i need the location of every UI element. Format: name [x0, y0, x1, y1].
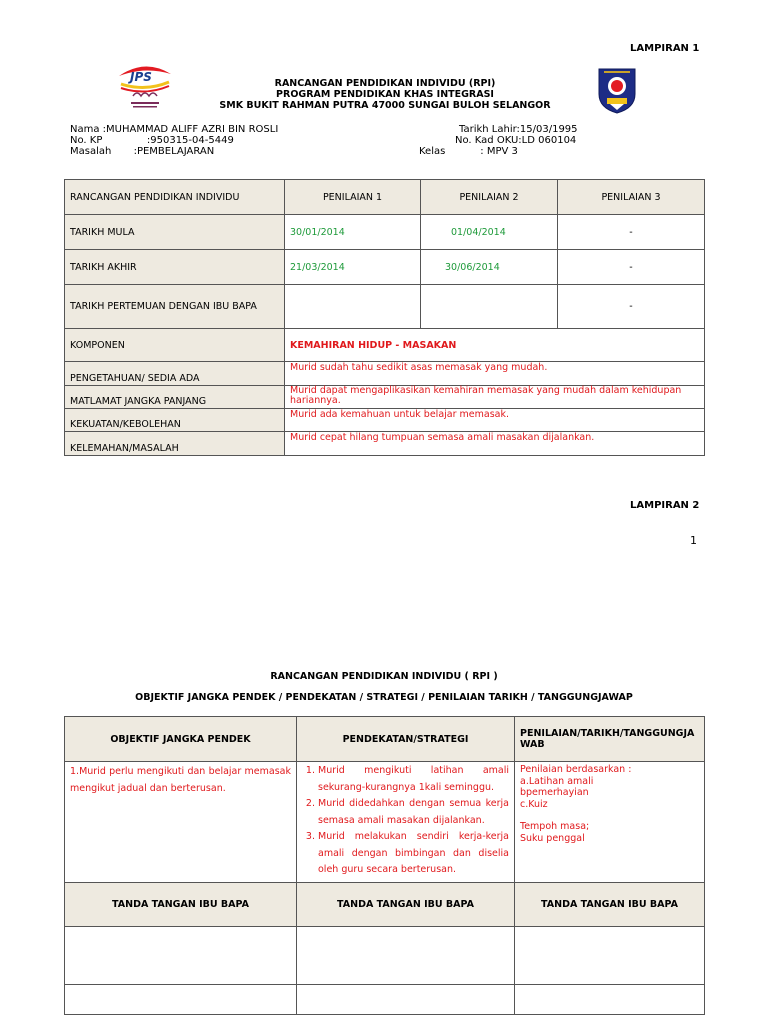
tarikh-mula-p2: 01/04/2014	[421, 215, 558, 250]
header-objektif: OBJEKTIF JANGKA PENDEK	[65, 717, 297, 762]
header-penilaian: PENILAIAN/TARIKH/TANGGUNGJAWAB	[515, 717, 705, 762]
label-komponen: KOMPONEN	[65, 329, 285, 362]
signature-label-2: TANDA TANGAN IBU BAPA	[297, 883, 515, 927]
label-tarikh-mula: TARIKH MULA	[65, 215, 285, 250]
student-kad-oku: No. Kad OKU:LD 060104	[455, 135, 577, 146]
tarikh-akhir-p3: -	[558, 250, 705, 285]
objektif-table-header-row	[65, 717, 705, 762]
label-kekuatan: KEKUATAN/KEBOLEHAN	[65, 409, 285, 432]
tarikh-akhir-p1: 21/03/2014	[285, 250, 421, 285]
penilaian-line: bpemerhayian	[520, 787, 589, 798]
extra-cell-3	[515, 985, 705, 1015]
objektif-text: 1.Murid perlu mengikuti dan belajar memasak mengikut jadual dan berterusan.	[65, 762, 297, 883]
lampiran-1-label: LAMPIRAN 1	[630, 43, 700, 54]
header-penilaian-2: PENILAIAN 2	[421, 180, 558, 215]
penilaian-line: a.Latihan amali	[520, 775, 594, 787]
strategi-list	[302, 763, 509, 879]
section2-title: RANCANGAN PENDIDIKAN INDIVIDU ( RPI )	[270, 671, 498, 682]
row-tarikh-akhir	[65, 250, 705, 285]
rpi-table	[64, 179, 705, 456]
label-pengetahuan: PENGETAHUAN/ SEDIA ADA	[65, 362, 285, 386]
student-kelas: Kelas : MPV 3	[419, 146, 518, 157]
row-pengetahuan	[65, 362, 705, 386]
pertemuan-p2	[421, 285, 558, 329]
signature-box-2[interactable]	[297, 927, 515, 985]
signature-box-1[interactable]	[65, 927, 297, 985]
strategi-cell	[297, 762, 515, 883]
objektif-table	[64, 716, 705, 1015]
penilaian-line: Suku penggal	[520, 832, 585, 844]
rpi-table-header-row	[65, 180, 705, 215]
label-kelemahan: KELEMAHAN/MASALAH	[65, 432, 285, 456]
matlamat-value: Murid dapat mengaplikasikan kemahiran memasak yang mudah dalam kehidupan hariannya.	[285, 386, 705, 409]
row-kekuatan	[65, 409, 705, 432]
row-pertemuan	[65, 285, 705, 329]
pertemuan-p1	[285, 285, 421, 329]
signature-row	[65, 927, 705, 985]
student-nama: Nama :MUHAMMAD ALIFF AZRI BIN ROSLI	[70, 124, 279, 135]
penilaian-cell	[515, 762, 705, 883]
student-tarikh-lahir: Tarikh Lahir:15/03/1995	[459, 124, 578, 135]
school-crest	[596, 66, 638, 114]
header-title-3: SMK BUKIT RAHMAN PUTRA 47000 SUNGAI BULOH SELANGOR	[219, 100, 551, 111]
page-number: 1	[690, 534, 697, 547]
header-penilaian-3: PENILAIAN 3	[558, 180, 705, 215]
strategi-item: 1. Murid mengikuti latihan amali sekurang-kurangnya 1kali seminggu.	[318, 763, 509, 796]
student-kp: No. KP :950315-04-5449	[70, 135, 234, 146]
label-pertemuan: TARIKH PERTEMUAN DENGAN IBU BAPA	[65, 285, 285, 329]
pertemuan-p3: -	[558, 285, 705, 329]
header-title-1: RANCANGAN PENDIDIKAN INDIVIDU (RPI)	[274, 78, 496, 89]
signature-label-row	[65, 883, 705, 927]
student-masalah: Masalah :PEMBELAJARAN	[70, 146, 215, 157]
tarikh-mula-p3: -	[558, 215, 705, 250]
row-kelemahan	[65, 432, 705, 456]
jps-logo	[115, 62, 173, 112]
kekuatan-value: Murid ada kemahuan untuk belajar memasak.	[285, 409, 705, 432]
header-title-2: PROGRAM PENDIDIKAN KHAS INTEGRASI	[276, 89, 494, 100]
jps-logo-text: JPS	[130, 70, 152, 84]
section2-subtitle: OBJEKTIF JANGKA PENDEK / PENDEKATAN / STRATEGI / PENILAIAN TARIKH / TANGGUNGJAWAP	[135, 692, 633, 703]
tarikh-akhir-p2: 30/06/2014	[421, 250, 558, 285]
strategi-item: 2. Murid didedahkan dengan semua kerja semasa amali masakan dijalankan.	[318, 796, 509, 829]
header-pendekatan: PENDEKATAN/STRATEGI	[297, 717, 515, 762]
signature-label-3: TANDA TANGAN IBU BAPA	[515, 883, 705, 927]
penilaian-line: Tempoh masa;	[520, 821, 590, 832]
komponen-value: KEMAHIRAN HIDUP - MASAKAN	[285, 329, 705, 362]
row-tarikh-mula	[65, 215, 705, 250]
kelemahan-value: Murid cepat hilang tumpuan semasa amali masakan dijalankan.	[285, 432, 705, 456]
signature-label-1: TANDA TANGAN IBU BAPA	[65, 883, 297, 927]
lampiran-2-label: LAMPIRAN 2	[630, 500, 700, 511]
tarikh-mula-p1: 30/01/2014	[285, 215, 421, 250]
header-rpi: RANCANGAN PENDIDIKAN INDIVIDU	[65, 180, 285, 215]
signature-box-3[interactable]	[515, 927, 705, 985]
penilaian-line: c.Kuiz	[520, 798, 548, 810]
header-penilaian-1: PENILAIAN 1	[285, 180, 421, 215]
label-matlamat: MATLAMAT JANGKA PANJANG	[65, 386, 285, 409]
label-tarikh-akhir: TARIKH AKHIR	[65, 250, 285, 285]
row-komponen	[65, 329, 705, 362]
extra-cell-1	[65, 985, 297, 1015]
penilaian-line: Penilaian berdasarkan :	[520, 764, 632, 775]
pengetahuan-value: Murid sudah tahu sedikit asas memasak yang mudah.	[285, 362, 705, 386]
objektif-content-row	[65, 762, 705, 883]
strategi-item: 3. Murid melakukan sendiri kerja-kerja amali dengan bimbingan dan diselia oleh guru secara berterusan.	[318, 829, 509, 879]
row-matlamat	[65, 386, 705, 409]
extra-cell-2	[297, 985, 515, 1015]
signature-extra-row	[65, 985, 705, 1015]
